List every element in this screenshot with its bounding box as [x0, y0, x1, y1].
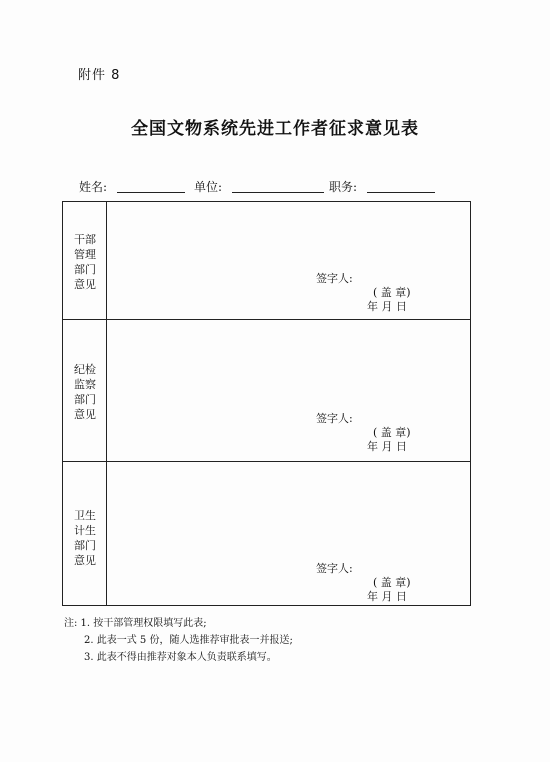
signer-label: 签字人:: [316, 562, 353, 575]
row-label-cell: [63, 202, 107, 319]
row-label-cell: [63, 320, 107, 461]
seal-label: ( 盖 章): [373, 426, 411, 439]
row-label-line: 管理: [74, 248, 96, 261]
seal-label: ( 盖 章): [373, 286, 411, 299]
row-label-text: [63, 362, 107, 422]
opinion-row-health: [63, 461, 470, 605]
seal-label: ( 盖 章): [373, 576, 411, 589]
opinion-input-area[interactable]: [107, 462, 470, 605]
row-label-line: 纪检: [74, 363, 96, 376]
note-line: 注: 1. 按干部管理权限填写此表;: [64, 618, 207, 629]
attachment-label: 附件 8: [78, 68, 121, 83]
opinion-input-area[interactable]: [107, 320, 470, 461]
row-label-line: 意见: [74, 278, 96, 291]
date-label: 年 月 日: [367, 590, 407, 603]
opinion-row-discipline: [63, 319, 470, 461]
signer-label: 签字人:: [316, 272, 353, 285]
row-label-line: 干部: [74, 233, 96, 246]
row-label-line: 监察: [74, 378, 96, 391]
opinion-table: [62, 201, 471, 606]
date-label: 年 月 日: [367, 300, 407, 313]
row-label-line: 意见: [74, 554, 96, 567]
date-label: 年 月 日: [367, 440, 407, 453]
position-label: 职务:: [329, 180, 358, 194]
name-label: 姓名:: [79, 180, 108, 194]
row-label-cell: [63, 462, 107, 605]
unit-field-line[interactable]: [232, 192, 324, 193]
row-label-text: [63, 508, 107, 568]
note-line: 2. 此表一式 5 份，随人选推荐审批表一并报送;: [84, 635, 293, 646]
opinion-row-cadre: [63, 202, 470, 319]
row-label-line: 部门: [74, 263, 96, 276]
position-field-line[interactable]: [367, 192, 435, 193]
row-label-line: 计生: [74, 524, 96, 537]
name-field-line[interactable]: [117, 192, 185, 193]
note-line: 3. 此表不得由推荐对象本人负责联系填写。: [84, 652, 277, 663]
row-label-line: 卫生: [74, 509, 96, 522]
row-label-line: 意见: [74, 408, 96, 421]
row-label-line: 部门: [74, 539, 96, 552]
signer-label: 签字人:: [316, 412, 353, 425]
row-label-text: [63, 232, 107, 292]
opinion-input-area[interactable]: [107, 202, 470, 319]
unit-label: 单位:: [194, 180, 223, 194]
notes: [64, 615, 293, 666]
row-label-line: 部门: [74, 393, 96, 406]
form-title: 全国文物系统先进工作者征求意见表: [131, 119, 419, 139]
